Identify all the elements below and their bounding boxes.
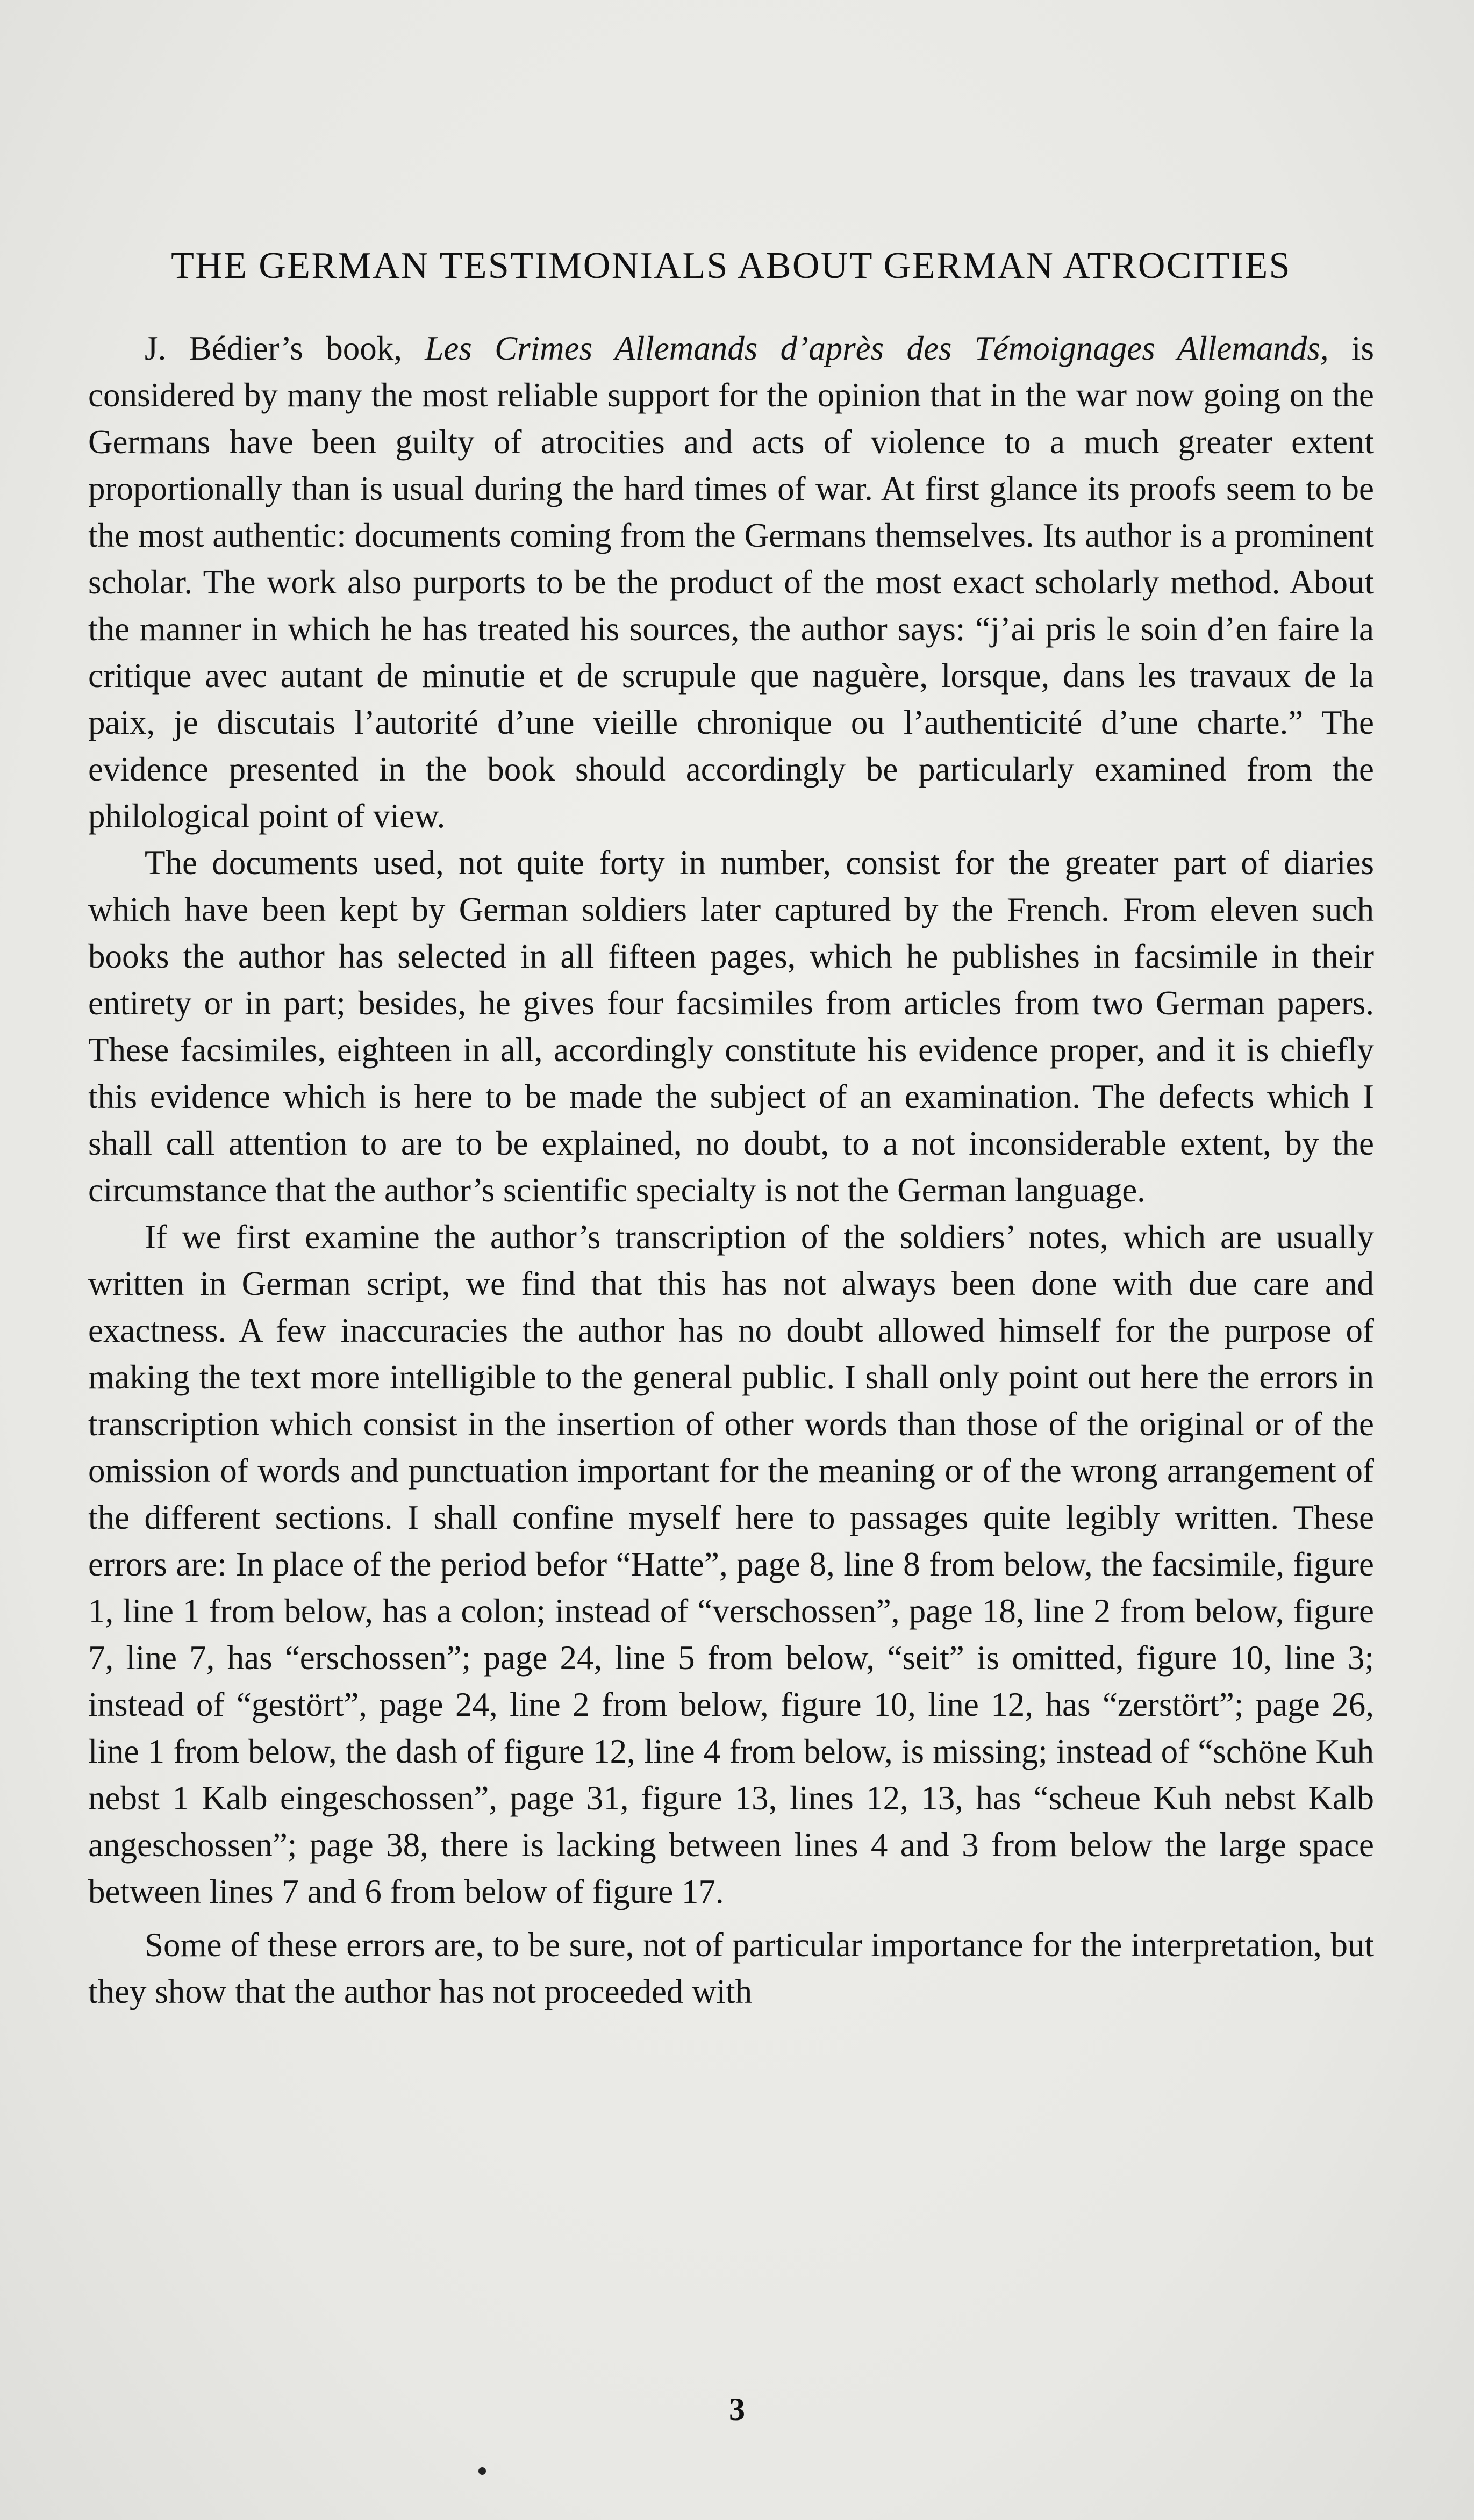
text-block xyxy=(88,245,1374,2015)
paragraph-4: Some of these errors are, to be sure, not of particular importance for the interpretation, but they show that the author has not proceeded with xyxy=(88,1926,1374,2010)
paragraph-1 xyxy=(88,325,1374,840)
paragraph-2: The documents used, not quite forty in number, consist for the greater part of diaries which have been kept by German soldiers later captured by the French. From eleven such books the author has selected in all fifteen pages, which he publishes in facsimile in their entirety or in part; besides, he gives four facsimiles from articles from two German papers. These facsimiles, eighteen in all, accordingly constitute his evidence proper, and it is chiefly this evidence which is here to be made the subject of an examination. The defects which I shall call attention to are to be explained, no doubt, to a not inconsiderable extent, by the circumstance that the author’s scientific specialty is not the German language. xyxy=(88,844,1374,1209)
scan-speck xyxy=(478,2467,486,2475)
page-number: 3 xyxy=(729,2392,745,2427)
paragraph-1-lead: J. Bédier’s book, xyxy=(145,330,425,367)
paragraph-3: If we first examine the author’s transcription of the soldiers’ notes, which are usually written in German script, we find that this has not always been done with due care and exactness. A few inaccuracies the author has no doubt allowed himself for the purpose of making the text more intelligible to the general public. I shall only point out here the errors in transcription which consist in the insertion of other words than those of the original or of the omission of words and punctuation important for the meaning or of the wrong arrangement of the different sections. I shall confine myself here to passages quite legibly written. These errors are: In place of the period befor “Hatte”, page 8, line 8 from below, the facsimile, figure 1, line 1 from below, has a colon; instead of “verschossen”, page 18, line 2 from below, figure 7, line 7, has “erschossen”; page 24, line 5 from below, “seit” is omitted, figure 10, line 3; instead of “gestört”, page 24, line 2 from below, figure 10, line 12, has “zerstört”; page 26, line 1 from below, the dash of figure 12, line 4 from below, is missing; instead of “schöne Kuh nebst 1 Kalb eingeschossen”, page 31, figure 13, lines 12, 13, has “scheue Kuh nebst Kalb angeschossen”; page 38, there is lacking between lines 4 and 3 from below the large space between lines 7 and 6 from below of figure 17. xyxy=(88,1218,1374,1910)
paragraph-1-rest: is considered by many the most reliable support for the opinion that in the war now going on the Germans have been guilty of atrocities and acts of violence to a much greater extent proportionally than is usual during the hard times of war. At first glance its proofs seem to be the most authentic: documents coming from the Germans themselves. Its author is a prominent scholar. The work also purports to be the product of the most exact scholarly method. About the manner in which he has treated his sources, the author says: “j’ai pris le soin d’en faire la critique avec autant de minutie et de scrupule que naguère, lorsque, dans les travaux de la paix, je discutais l’autorité d’une vieille chronique ou l’authenticité d’une charte.” The evidence presented in the book should accordingly be particularly examined from the philological point of view. xyxy=(88,330,1374,835)
book-title: Les Crimes Allemands d’après des Témoignages Allemands, xyxy=(425,330,1329,367)
page-title: THE GERMAN TESTIMONIALS ABOUT GERMAN ATROCITIES xyxy=(171,245,1291,287)
